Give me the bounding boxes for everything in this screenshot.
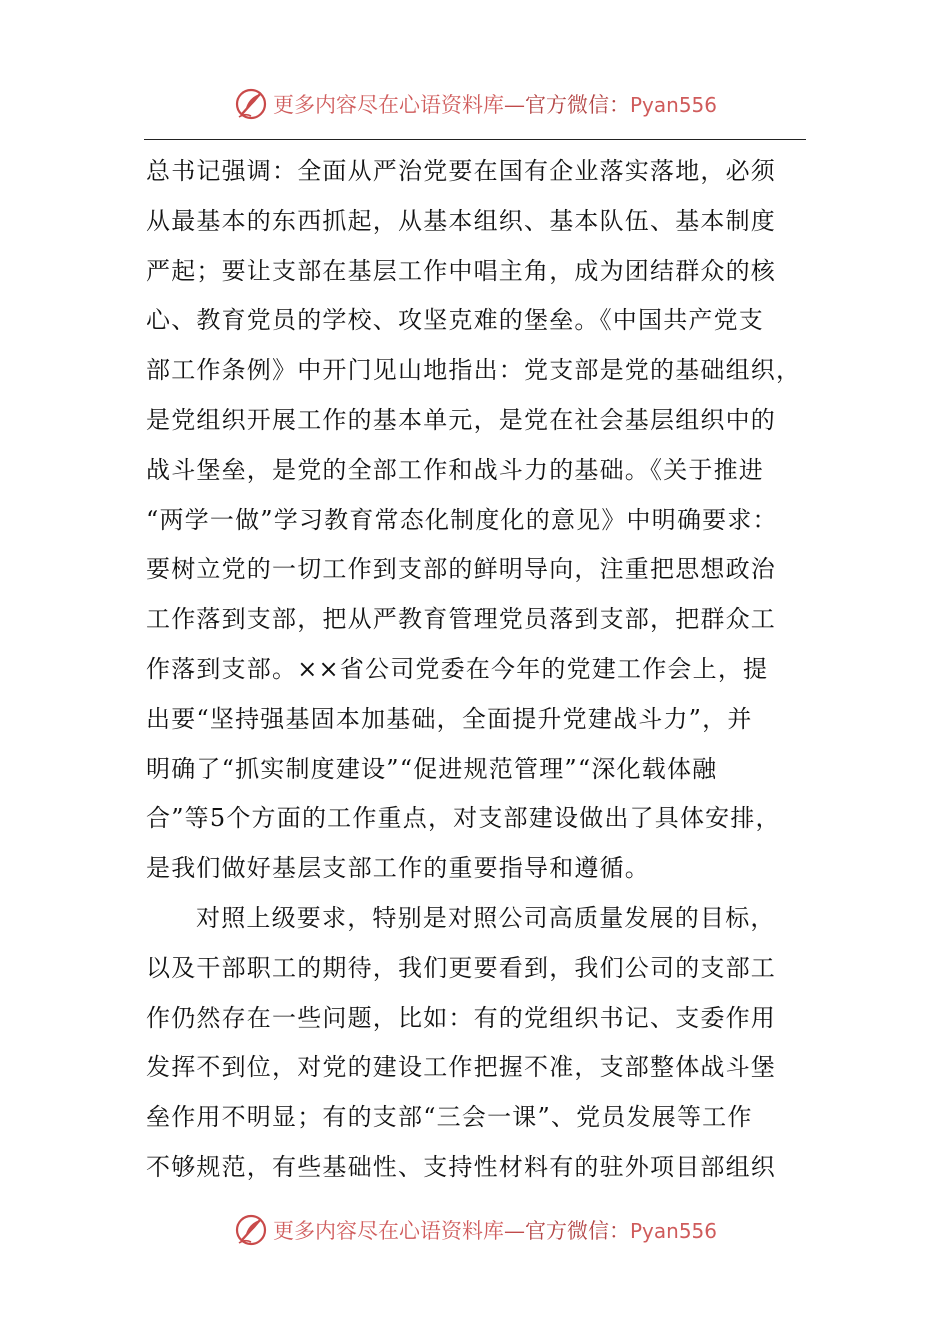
footer-text <box>273 1215 717 1245</box>
body-line: “两学一做”学习教育常态化制度化的意见》中明确要求： <box>146 505 778 534</box>
body-line: 作仍然存在一些问题，比如：有的党组织书记、支委作用 <box>146 1003 776 1032</box>
header-divider <box>144 139 806 140</box>
body-line: 总书记强调：全面从严治党要在国有企业落实落地，必须 <box>146 157 776 185</box>
body-line: 从最基本的东西抓起，从基本组织、基本队伍、基本制度 <box>146 206 776 235</box>
footer-brand-text: 更多内容尽在心语资料库 <box>272 1219 504 1243</box>
document-body <box>146 147 806 1193</box>
body-line: 部工作条例》中开门见山地指出：党支部是党的基础组织， <box>146 356 802 385</box>
footer-wechat-id: Pyan556 <box>629 1219 717 1243</box>
header-official-text: 官方微信： <box>524 93 630 117</box>
body-line: 明确了“抓实制度建设”“促进规范管理”“深化载体融 <box>146 754 718 783</box>
footer-official-text: 官方微信： <box>524 1219 630 1243</box>
footer-dash: — <box>503 1219 525 1243</box>
quill-logo-icon <box>233 1212 269 1248</box>
header-text <box>273 89 717 119</box>
footer-banner <box>0 1208 950 1252</box>
body-line: 是党组织开展工作的基本单元，是党在社会基层组织中的 <box>146 405 776 434</box>
body-line: 心、教育党员的学校、攻坚克难的堡垒。《中国共产党支 <box>146 306 764 335</box>
body-line: 合”等5个方面的工作重点，对支部建设做出了具体安排， <box>146 804 781 833</box>
body-line: 出要“坚持强基固本加基础，全面提升党建战斗力”，并 <box>146 704 753 733</box>
body-line: 发挥不到位，对党的建设工作把握不准，支部整体战斗堡 <box>146 1053 776 1082</box>
header-banner <box>0 82 950 126</box>
body-line: 严起；要让支部在基层工作中唱主角，成为团结群众的核 <box>146 256 776 285</box>
body-line: 工作落到支部，把从严教育管理党员落到支部，把群众工 <box>146 605 776 634</box>
body-line: 以及干部职工的期待，我们更要看到，我们公司的支部工 <box>146 953 776 982</box>
header-dash: — <box>503 93 525 117</box>
quill-logo-icon <box>233 86 269 122</box>
body-line: 要树立党的一切工作到支部的鲜明导向，注重把思想政治 <box>146 555 776 584</box>
header-brand-text: 更多内容尽在心语资料库 <box>272 93 504 117</box>
body-line: 是我们做好基层支部工作的重要指导和遵循。 <box>146 854 650 883</box>
body-line: 不够规范，有些基础性、支持性材料有的驻外项目部组织 <box>146 1152 776 1181</box>
body-line: 垒作用不明显；有的支部“三会一课”、党员发展等工作 <box>146 1103 753 1132</box>
paragraph-start-line: 对照上级要求，特别是对照公司高质量发展的目标， <box>196 903 776 932</box>
body-line: 战斗堡垒，是党的全部工作和战斗力的基础。《关于推进 <box>146 455 764 484</box>
header-wechat-id: Pyan556 <box>629 93 717 117</box>
body-line: 作落到支部。××省公司党委在今年的党建工作会上，提 <box>146 654 769 683</box>
